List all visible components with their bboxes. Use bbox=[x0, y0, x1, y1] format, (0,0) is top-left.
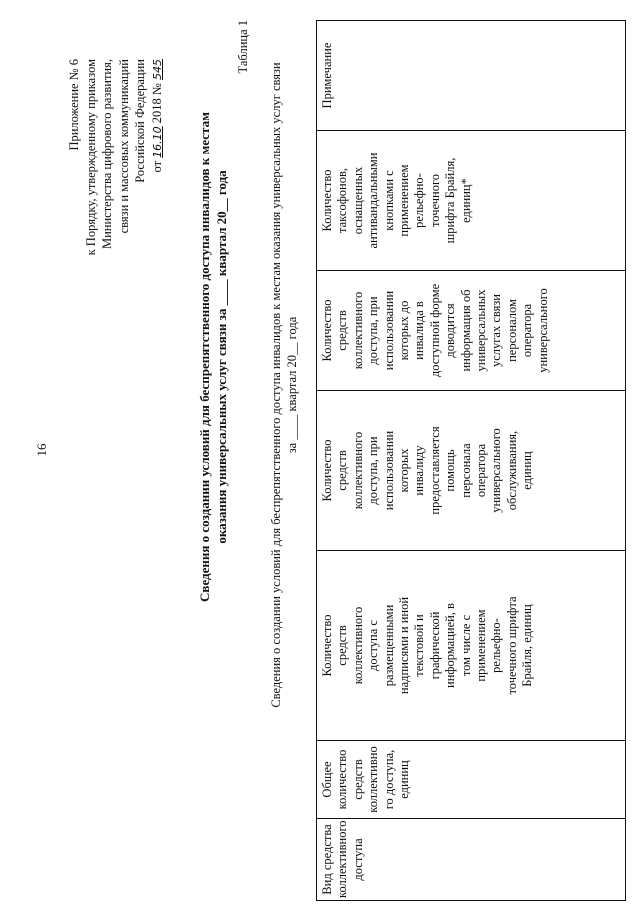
appendix-line: связи и массовых коммуникаций bbox=[116, 59, 131, 234]
appendix-line: к Порядку, утвержденному приказом bbox=[83, 59, 98, 256]
table-label: Таблица 1 bbox=[236, 20, 250, 74]
date-prefix: от bbox=[149, 160, 164, 173]
data-table bbox=[316, 20, 626, 901]
caption-line: Сведения о создании условий для беспрепятственного доступа инвалидов к местам оказания универсальных услуг связи bbox=[269, 62, 283, 708]
title-line: оказания универсальных услуг связи за ____ квартал 20__ года bbox=[214, 170, 229, 544]
appendix-line: Российской Федерации bbox=[133, 59, 147, 183]
column-header: Количество средств коллективного доступа, при использовании которых инвалиду предоставляется помощь персонала оператора универсального обслуживания, единиц bbox=[317, 391, 626, 551]
date-year: 2018 № bbox=[149, 83, 164, 124]
appendix-block bbox=[66, 59, 166, 399]
caption-line: за ____ квартал 20__ года bbox=[285, 316, 299, 454]
order-date-line bbox=[149, 59, 167, 399]
column-header: Количество средств коллективного доступа, при использовании которых до инвалида в доступной форме доводится информация об универсальных услугах связи персоналом оператора универсального bbox=[317, 271, 626, 391]
appendix-line: Министерства цифрового развития, bbox=[100, 59, 114, 250]
page-number: 16 bbox=[34, 443, 49, 457]
title-line: Сведения о создании условий для беспрепятственного доступа инвалидов к местам bbox=[197, 112, 212, 602]
appendix-line: Приложение № 6 bbox=[67, 59, 81, 151]
column-header: Количество средств коллективного доступа с размещенными надписями и иной текстовой и графической информацией, в том числе с применением рельефно- точечного шрифта Брайля, единиц bbox=[317, 551, 626, 741]
table-header-row bbox=[317, 21, 626, 901]
document-title bbox=[196, 0, 230, 717]
table-caption bbox=[268, 5, 300, 765]
column-header: Вид средства коллективного доступа bbox=[317, 819, 626, 901]
handwritten-date: 16.10 bbox=[150, 126, 164, 158]
column-header: Количество таксофонов, оснащенных антивандальными кнопками с применением рельефно- точечного шрифта Брайля, единиц* bbox=[317, 131, 626, 271]
handwritten-number: 545 bbox=[150, 59, 164, 80]
column-header: Примечание bbox=[317, 21, 626, 131]
column-header: Общее количество средств коллективно го доступа, единиц bbox=[317, 741, 626, 819]
